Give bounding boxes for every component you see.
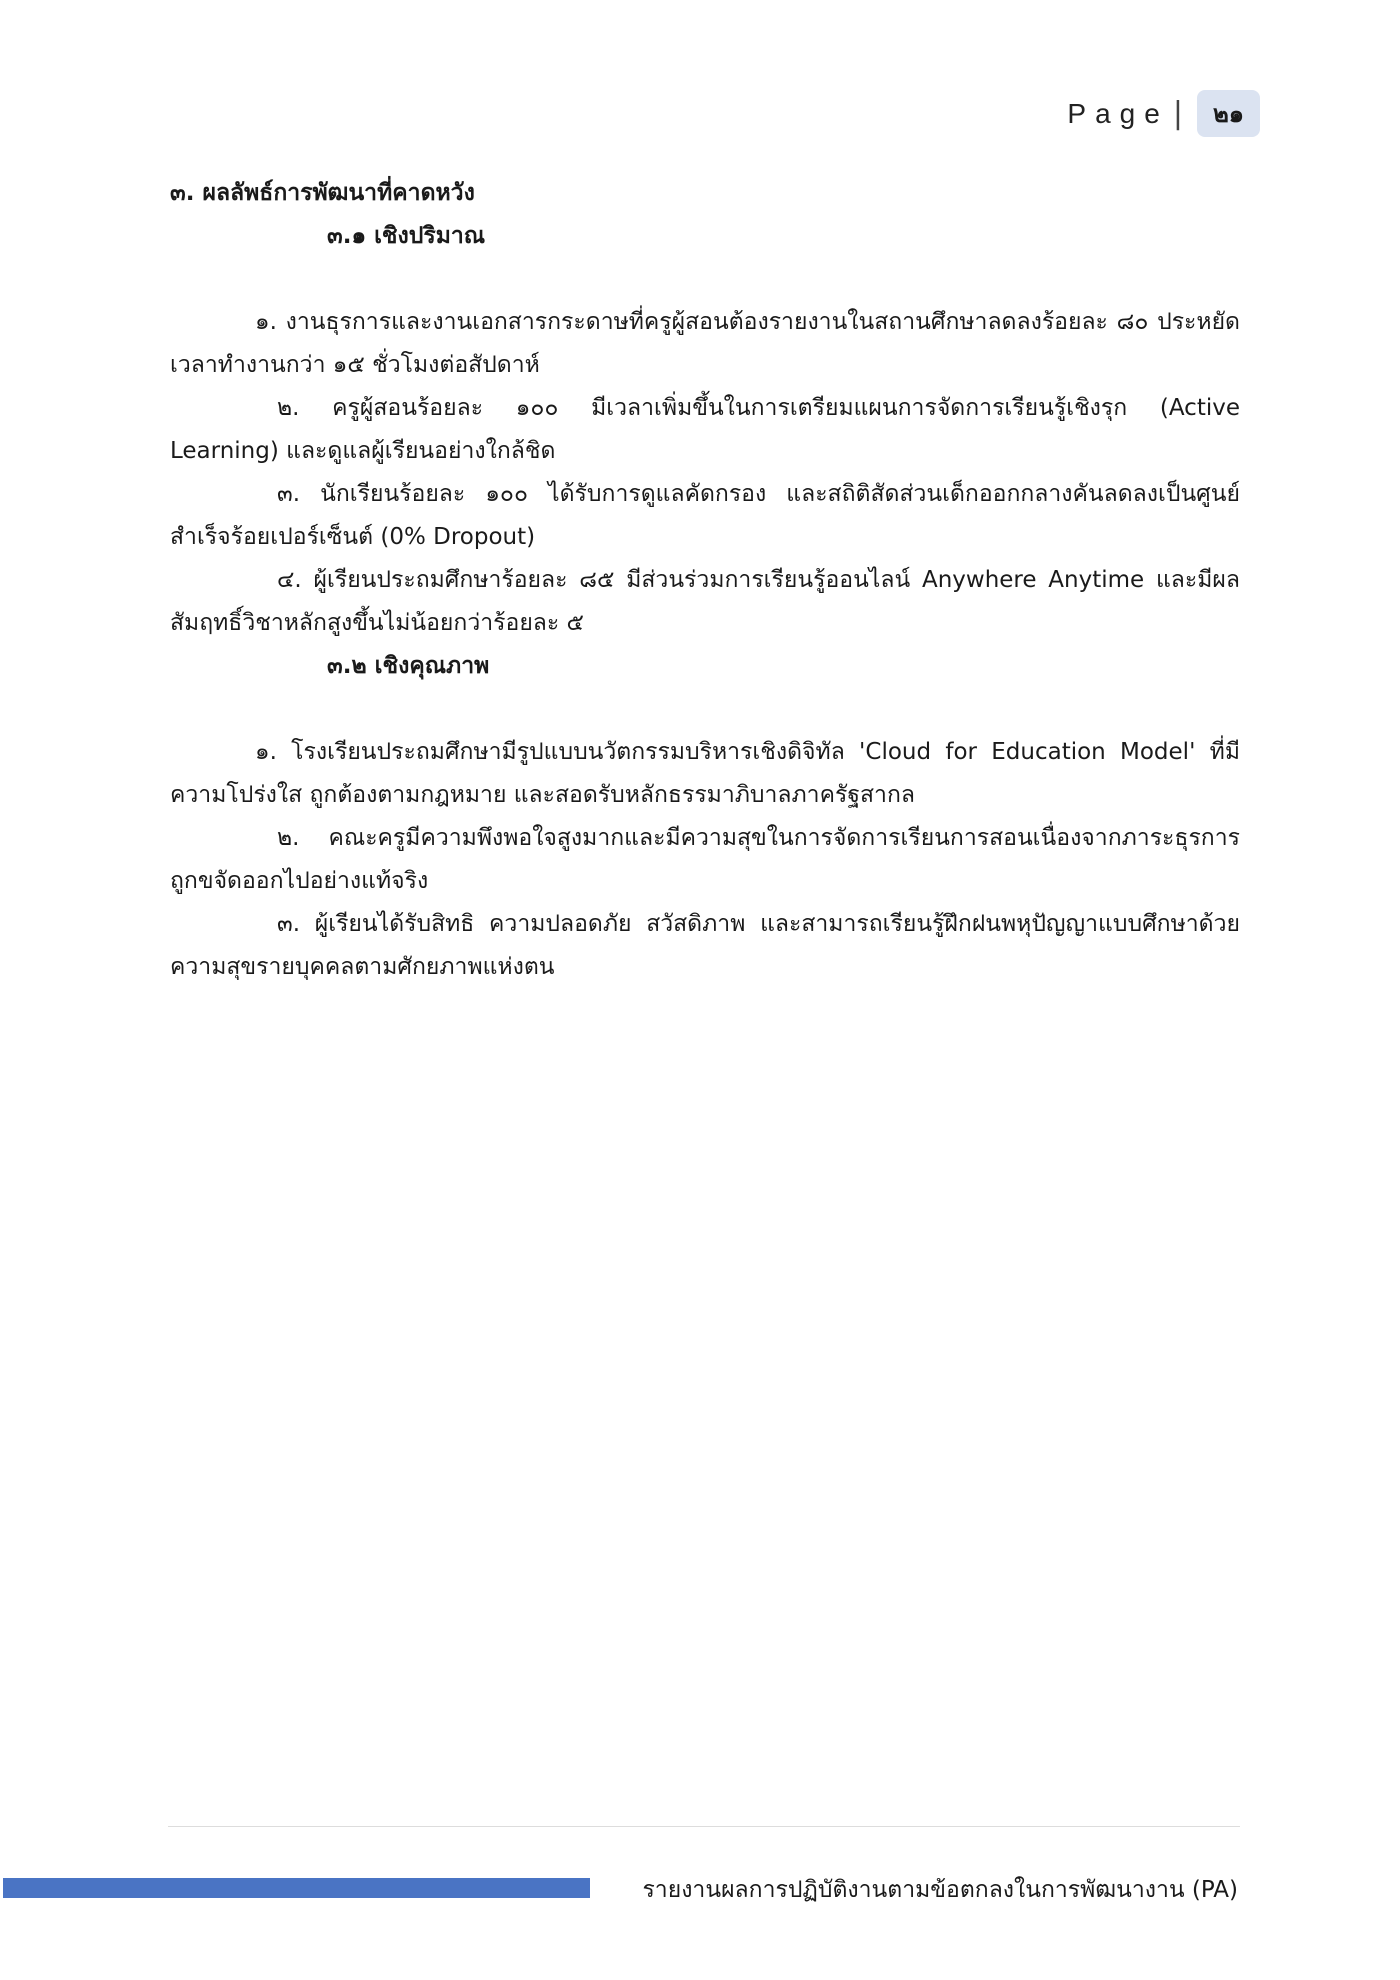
subsection-title-qualitative: ๓.๒ เชิงคุณภาพ (327, 653, 490, 679)
quantitative-item-1: ๑. งานธุรการและงานเอกสารกระดาษที่ครูผู้สอนต้องรายงานในสถานศึกษาลดลงร้อยละ ๘๐ ประหยัดเวลาทำงานกว่า ๑๕ ชั่วโมงต่อสัปดาห์ (170, 309, 1240, 378)
document-body (170, 172, 1240, 989)
qualitative-item-3: ๓. ผู้เรียนได้รับสิทธิ ความปลอดภัย สวัสดิภาพ และสามารถเรียนรู้ฝึกฝนพหุปัญญาแบบศึกษาด้วยความสุขรายบุคคลตามศักยภาพแห่งตน (170, 911, 1240, 980)
quantitative-item-4: ๔. ผู้เรียนประถมศึกษาร้อยละ ๘๕ มีส่วนร่วมการเรียนรู้ออนไลน์ Anywhere Anytime และมีผลสัมฤทธิ์วิชาหลักสูงขึ้นไม่น้อยกว่าร้อยละ ๕ (170, 567, 1240, 636)
footer-accent-bar (3, 1878, 590, 1898)
section-title: ๓. ผลลัพธ์การพัฒนาที่คาดหวัง (170, 180, 475, 206)
quantitative-item-3: ๓. นักเรียนร้อยละ ๑๐๐ ได้รับการดูแลคัดกรอง และสถิติสัดส่วนเด็กออกกลางคันลดลงเป็นศูนย์สำเร็จร้อยเปอร์เซ็นต์ (0% Dropout) (170, 481, 1240, 550)
footer-divider (168, 1826, 1240, 1827)
qualitative-item-2: ๒. คณะครูมีความพึงพอใจสูงมากและมีความสุขในการจัดการเรียนการสอนเนื่องจากภาระธุรการถูกขจัดออกไปอย่างแท้จริง (170, 825, 1240, 894)
quantitative-item-2: ๒. ครูผู้สอนร้อยละ ๑๐๐ มีเวลาเพิ่มขึ้นในการเตรียมแผนการจัดการเรียนรู้เชิงรุก (Active Learning) และดูแลผู้เรียนอย่างใกล้ชิด (170, 395, 1240, 464)
subsection-title-quantitative: ๓.๑ เชิงปริมาณ (327, 223, 486, 249)
spacer (170, 688, 1240, 731)
page-header (1067, 90, 1260, 137)
qualitative-item-1: ๑. โรงเรียนประถมศึกษามีรูปแบบนวัตกรรมบริหารเชิงดิจิทัล 'Cloud for Education Model' ที่มีความโปร่งใส ถูกต้องตามกฎหมาย และสอดรับหลักธรรมาภิบาลภาครัฐสากล (170, 739, 1240, 808)
footer-title: รายงานผลการปฏิบัติงานตามข้อตกลงในการพัฒนางาน (PA) (642, 1877, 1238, 1903)
page-number-badge: ๒๑ (1197, 90, 1260, 137)
page-label: Page (1067, 97, 1169, 129)
page-separator: | (1172, 96, 1183, 131)
spacer (170, 258, 1240, 301)
